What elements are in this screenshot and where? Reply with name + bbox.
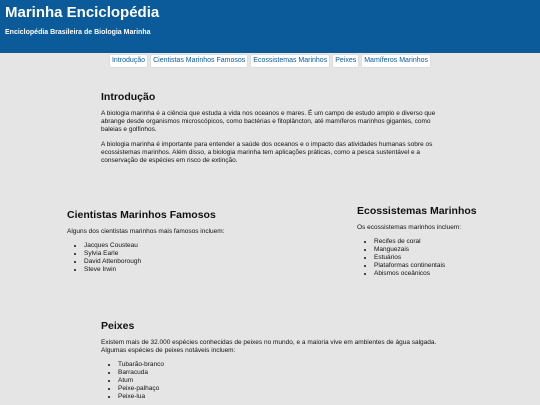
list-item: • Peixe-palhaço <box>118 385 441 393</box>
main-nav <box>0 55 540 69</box>
section-introducao <box>101 91 441 171</box>
list-item: • Sylvia Earle <box>84 250 267 258</box>
cientistas-list <box>67 242 267 274</box>
list-item: • Tubarão-branco <box>118 361 441 369</box>
nav-link-cientistas[interactable]: Cientistas Marinhos Famosos <box>151 55 247 67</box>
list-item: • Plataformas continentais <box>374 262 527 270</box>
list-item: • Jacques Cousteau <box>84 242 267 250</box>
paragraph: A biologia marinha é a ciência que estuda a vida nos oceanos e mares. É um campo de estudo amplo e diverso que abrange desde organismos microscópicos, como bactérias e fitoplâncton, até mamíferos marinhos gigantes, como baleias e golfinhos. <box>101 110 436 134</box>
paragraph: Alguns dos cientistas marinhos mais famosos incluem: <box>67 228 225 235</box>
section-ecossistemas <box>357 205 527 278</box>
section-cientistas <box>67 209 267 274</box>
nav-link-peixes[interactable]: Peixes <box>333 55 358 67</box>
nav-link-ecossistemas[interactable]: Ecossistemas Marinhos <box>251 55 329 67</box>
site-subtitle: Enciclopédia Brasileira de Biologia Marinha <box>5 29 151 36</box>
section-heading: Peixes <box>101 320 135 332</box>
list-item: • Estuários <box>374 254 527 262</box>
section-heading: Introdução <box>101 91 156 103</box>
list-item: • Peixe-lua <box>118 393 441 401</box>
section-heading: Ecossistemas Marinhos <box>357 205 477 217</box>
list-item: • Steve Irwin <box>84 266 267 274</box>
list-item: • Manguezais <box>374 246 527 254</box>
site-header <box>0 0 540 53</box>
list-item: • Recifes de coral <box>374 238 527 246</box>
list-item: • Barracuda <box>118 369 441 377</box>
paragraph: A biologia marinha é importante para entender a saúde dos oceanos e o impacto das atividades humanas sobre os ecossistemas marinhos. Além disso, a biologia marinha tem aplicações práticas, como a pesca sustentável e a conservação de espécies em risco de extinção. <box>101 140 433 165</box>
nav-link-introducao[interactable]: Introdução <box>110 55 147 67</box>
list-item: • Atum <box>118 377 441 385</box>
site-title: Marinha Enciclopédia <box>5 4 160 21</box>
ecossistemas-list <box>357 238 527 278</box>
paragraph: Existem mais de 32.000 espécies conhecidas de peixes no mundo, e a maioria vive em ambientes de água salgada. Algumas espécies de peixes notáveis incluem: <box>101 339 437 355</box>
paragraph: Os ecossistemas marinhos incluem: <box>357 224 462 231</box>
peixes-list <box>101 361 441 401</box>
nav-link-mamiferos[interactable]: Mamíferos Marinhos <box>362 55 430 67</box>
section-peixes <box>101 320 441 401</box>
list-item: • Abismos oceânicos <box>374 270 527 278</box>
section-heading: Cientistas Marinhos Famosos <box>67 209 216 221</box>
list-item: • David Attenborough <box>84 258 267 266</box>
